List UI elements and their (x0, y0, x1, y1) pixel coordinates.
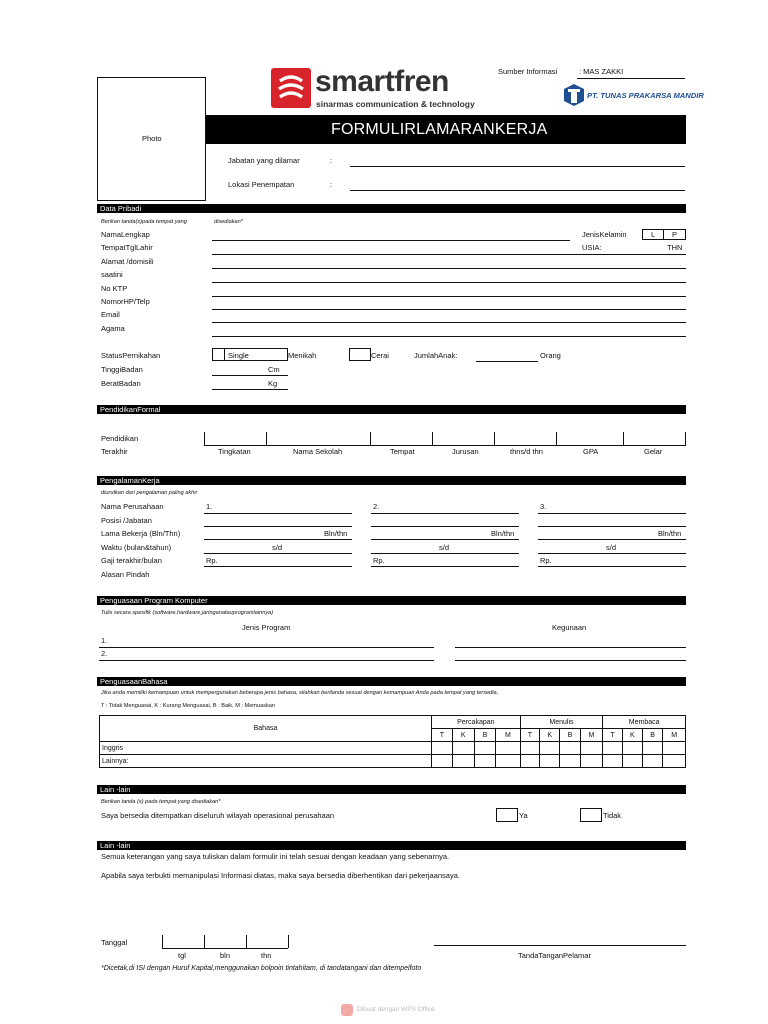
source-info-value: : MAS ZAKKI (579, 67, 624, 76)
date-field[interactable] (162, 948, 288, 949)
company-name: PT. TUNAS PRAKARSA MANDIR (587, 91, 704, 100)
section-experience: PengalamanKerja (97, 476, 686, 485)
signature-field[interactable] (434, 945, 686, 946)
section-language: PenguasaanBahasa (97, 677, 686, 686)
religion-field[interactable] (212, 336, 686, 337)
language-table: Bahasa Percakapan Menulis Membaca T K B M T K B M T K B M Inggris Lainnya: (99, 715, 686, 768)
education-row[interactable] (204, 445, 686, 446)
smartfren-logo (271, 68, 311, 108)
birth-field[interactable] (212, 254, 686, 255)
no-checkbox[interactable] (580, 808, 602, 822)
full-name-field[interactable] (212, 240, 570, 241)
table-row: Lainnya: (100, 755, 686, 768)
children-field[interactable] (476, 361, 538, 362)
location-label: Lokasi Penempatan (228, 180, 295, 189)
ktp-field[interactable] (212, 296, 686, 297)
location-field[interactable] (350, 190, 685, 191)
source-info-label: Sumber Informasi (498, 67, 558, 76)
phone-field[interactable] (212, 309, 686, 310)
weight-field[interactable] (212, 389, 288, 390)
wps-icon (341, 1004, 353, 1016)
section-computer: Penguasaan Program Komputer (97, 596, 686, 605)
section-education: PendidikanFormal (97, 405, 686, 414)
signature-label: TandaTanganPelamar (518, 951, 591, 960)
height-field[interactable] (212, 375, 288, 376)
section-personal: Data Pribadi (97, 204, 686, 213)
brand-tagline: sinarmas communication & technology (316, 99, 475, 109)
divorced-checkbox[interactable] (349, 348, 371, 361)
position-label: Jabatan yang dilamar (228, 156, 300, 165)
photo-label: Photo (142, 134, 162, 143)
email-field[interactable] (212, 322, 686, 323)
form-title: FORMULIRLAMARANKERJA (331, 121, 548, 138)
section-other-2: Lain -lain (97, 841, 686, 850)
company-logo-icon (563, 83, 585, 107)
footer-note: *Dicetak,di ISI dengan Huruf Kapital,menggunakan bolpoin tintahitam, di tandatangani dan ditempelfoto (101, 965, 422, 972)
address-field[interactable] (212, 268, 686, 269)
yes-checkbox[interactable] (496, 808, 518, 822)
watermark: Dibuat dengan WPS Office (357, 1006, 435, 1013)
section-other-1: Lain -lain (97, 785, 686, 794)
table-row: Inggris (100, 742, 686, 755)
position-field[interactable] (350, 166, 685, 167)
brand-name: smartfren (315, 65, 449, 98)
